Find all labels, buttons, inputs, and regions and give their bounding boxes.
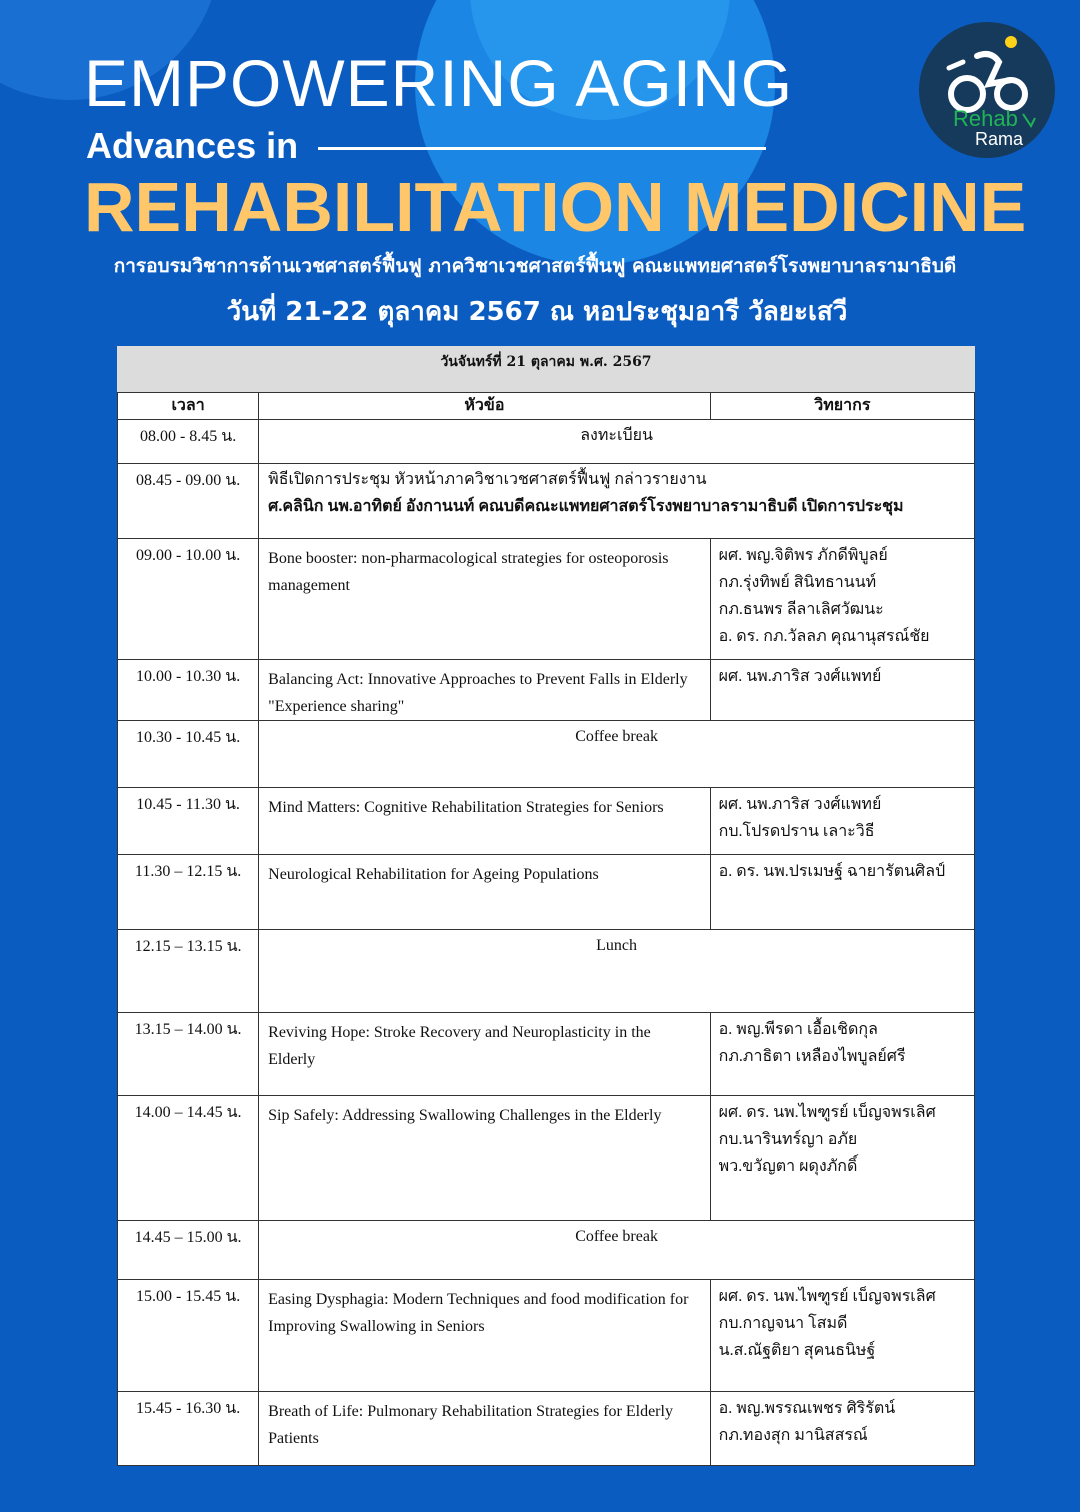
row-speakers	[710, 660, 974, 721]
table-row	[118, 1392, 975, 1466]
opening-chair-line: ศ.คลินิก นพ.อาทิตย์ อังกานนท์ คณบดีคณะแพทยศาสตร์โรงพยาบาลรามาธิบดี เปิดการประชุม	[268, 498, 904, 515]
schedule-sheet	[117, 346, 975, 1466]
row-speakers	[710, 1013, 974, 1096]
schedule-day-title: วันจันทร์ที่ 21 ตุลาคม พ.ศ. 2567	[117, 346, 975, 392]
speaker-name: ผศ. นพ.ภาริส วงศ์แพทย์	[718, 796, 882, 813]
speaker-name: กบ.โปรดปราน เลาะวิธี	[718, 823, 875, 840]
row-time: 10.00 - 10.30 น.	[118, 660, 259, 721]
row-time: 14.45 – 15.00 น.	[118, 1221, 259, 1280]
row-time: 11.30 – 12.15 น.	[118, 855, 259, 930]
table-row	[118, 539, 975, 660]
row-time: 08.45 - 09.00 น.	[118, 464, 259, 539]
table-row	[118, 1280, 975, 1392]
table-row	[118, 464, 975, 539]
speaker-name: พว.ขวัญตา ผดุงภักดิ์	[718, 1158, 858, 1175]
speaker-name: ผศ. นพ.ภาริส วงศ์แพทย์	[718, 668, 882, 685]
speaker-name: กภ.รุ่งทิพย์ สินิทธานนท์	[718, 574, 877, 591]
logo-word-rehab: Rehab	[953, 106, 1018, 131]
row-speakers	[710, 788, 974, 855]
speaker-name: อ. พญ.พรรณเพชร ศิริรัตน์	[718, 1400, 896, 1417]
row-topic: Bone booster: non-pharmacological strategies for osteoporosis management	[259, 539, 711, 660]
table-header-row	[118, 393, 975, 420]
date-line: วันที่ 21-22 ตุลาคม 2567 ณ หอประชุมอารี วัลยะเสวี	[226, 297, 848, 327]
row-speakers	[710, 1280, 974, 1392]
rehab-rama-logo	[919, 22, 1055, 158]
table-row	[118, 660, 975, 721]
row-topic: Reviving Hope: Stroke Recovery and Neuroplasticity in the Elderly	[259, 1013, 711, 1096]
row-speakers	[710, 1392, 974, 1466]
speaker-name: ผศ. พญ.จิติพร ภักดีพิบูลย์	[718, 547, 888, 564]
speaker-name: กภ.ทองสุก มานิสสรณ์	[718, 1427, 868, 1444]
row-topic: Neurological Rehabilitation for Ageing Populations	[259, 855, 711, 930]
speaker-name: อ. ดร. นพ.ปรเมษฐ์ ฉายารัตนศิลป์	[718, 863, 946, 880]
speaker-name: อ. พญ.พีรดา เอื้อเชิดกุล	[718, 1021, 878, 1038]
row-time: 14.00 – 14.45 น.	[118, 1096, 259, 1221]
row-activity: Coffee break	[259, 721, 975, 788]
logo-word-rama: Rama	[975, 129, 1024, 149]
row-time: 13.15 – 14.00 น.	[118, 1013, 259, 1096]
row-activity	[259, 464, 975, 539]
row-activity: Lunch	[259, 930, 975, 1013]
speaker-name: กภ.ธนพร ลีลาเลิศวัฒนะ	[718, 601, 884, 618]
course-line: การอบรมวิชาการด้านเวชศาสตร์ฟื้นฟู ภาควิชาเวชศาสตร์ฟื้นฟู คณะแพทยศาสตร์โรงพยาบาลรามาธิบดี	[113, 255, 957, 277]
row-speakers	[710, 1096, 974, 1221]
speaker-name: ผศ. ดร. นพ.ไพฑูรย์ เบ็ญจพรเลิศ	[718, 1104, 936, 1121]
row-time: 12.15 – 13.15 น.	[118, 930, 259, 1013]
speaker-name: อ. ดร. กภ.วัลลภ คุณานุสรณ์ชัย	[718, 628, 930, 645]
row-activity: Coffee break	[259, 1221, 975, 1280]
row-time: 10.45 - 11.30 น.	[118, 788, 259, 855]
opening-line: พิธีเปิดการประชุม หัวหน้าภาควิชาเวชศาสตร์ฟื้นฟู กล่าวรายงาน	[268, 471, 707, 488]
speaker-name: กบ.กาญจนา โสมดี	[718, 1315, 848, 1332]
column-header-speaker: วิทยากร	[710, 393, 974, 420]
row-topic: Balancing Act: Innovative Approaches to Prevent Falls in Elderly "Experience sharing"	[259, 660, 711, 721]
row-topic: Mind Matters: Cognitive Rehabilitation Strategies for Seniors	[259, 788, 711, 855]
title-divider	[318, 147, 766, 150]
column-header-topic: หัวข้อ	[259, 393, 711, 420]
table-row	[118, 1096, 975, 1221]
speaker-name: กภ.ภาธิตา เหลืองไพบูลย์ศรี	[718, 1048, 906, 1065]
table-row	[118, 1013, 975, 1096]
speaker-name: ผศ. ดร. นพ.ไพฑูรย์ เบ็ญจพรเลิศ	[718, 1288, 936, 1305]
highlight-title: REHABILITATION MEDICINE	[84, 168, 1027, 246]
row-topic: Sip Safely: Addressing Swallowing Challenges in the Elderly	[259, 1096, 711, 1221]
column-header-time: เวลา	[118, 393, 259, 420]
row-time: 09.00 - 10.00 น.	[118, 539, 259, 660]
subtitle: Advances in	[86, 125, 299, 166]
main-title: EMPOWERING AGING	[84, 46, 794, 120]
row-activity: ลงทะเบียน	[259, 420, 975, 464]
row-time: 15.00 - 15.45 น.	[118, 1280, 259, 1392]
row-topic: Breath of Life: Pulmonary Rehabilitation Strategies for Elderly Patients	[259, 1392, 711, 1466]
table-row	[118, 788, 975, 855]
table-row	[118, 855, 975, 930]
table-row	[118, 1221, 975, 1280]
row-time: 10.30 - 10.45 น.	[118, 721, 259, 788]
table-row	[118, 721, 975, 788]
row-speakers	[710, 855, 974, 930]
table-row	[118, 930, 975, 1013]
row-time: 08.00 - 8.45 น.	[118, 420, 259, 464]
row-time: 15.45 - 16.30 น.	[118, 1392, 259, 1466]
table-row	[118, 420, 975, 464]
speaker-name: กบ.นารินทร์ญา อภัย	[718, 1131, 858, 1148]
row-topic: Easing Dysphagia: Modern Techniques and food modification for Improving Swallowing in Seniors	[259, 1280, 711, 1392]
speaker-name: น.ส.ณัฐติยา สุคนธนิษฐ์	[718, 1342, 876, 1359]
schedule-table	[117, 392, 975, 1466]
row-speakers	[710, 539, 974, 660]
